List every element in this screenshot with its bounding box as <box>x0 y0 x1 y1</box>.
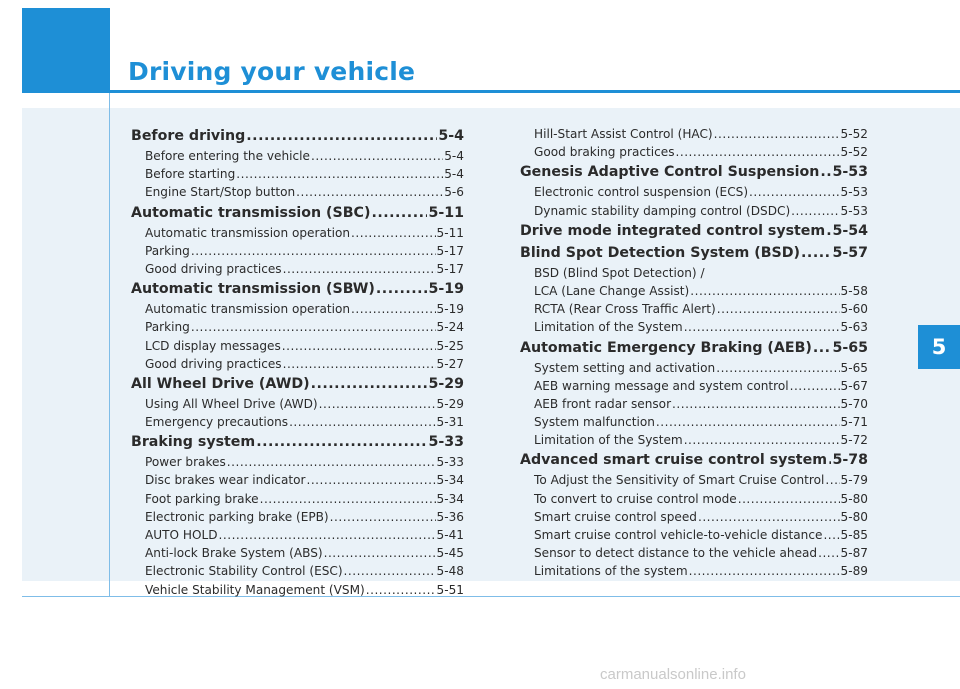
toc-entry-title: Electronic control suspension (ECS) <box>534 185 749 200</box>
toc-section-entry[interactable] <box>520 242 868 264</box>
toc-entry-title: Braking system <box>131 434 256 451</box>
toc-entry-title: Automatic transmission operation <box>145 302 351 317</box>
toc-entry-title: Electronic parking brake (EPB) <box>145 509 329 524</box>
toc-entry-title: Smart cruise control vehicle-to-vehicle distance <box>534 528 823 542</box>
toc-page-number: 5-25 <box>436 338 464 353</box>
toc-page-number: 5-63 <box>840 320 868 335</box>
toc-page-number: 5-27 <box>436 356 464 371</box>
dot-leader <box>371 202 427 224</box>
toc-subsection-entry[interactable] <box>520 377 868 395</box>
toc-entry-title: BSD (Blind Spot Detection) / <box>534 265 705 280</box>
toc-page-number: 5-34 <box>436 473 464 488</box>
toc-page-number: 5-6 <box>444 185 464 200</box>
toc-entry-title: Limitations of the system <box>534 564 688 579</box>
dot-leader <box>311 373 428 395</box>
toc-entry-title: Parking <box>145 320 190 335</box>
dot-leader <box>376 278 428 300</box>
toc-subsection-entry[interactable] <box>131 147 464 165</box>
toc-page-number: 5-89 <box>840 564 868 579</box>
dot-leader <box>311 147 443 165</box>
dot-leader <box>256 431 427 453</box>
toc-subsection-entry[interactable] <box>520 300 868 318</box>
toc-section-entry[interactable] <box>131 125 464 147</box>
toc-entry-title: Good driving practices <box>145 261 282 276</box>
dot-leader <box>236 165 443 183</box>
toc-subsection-entry[interactable] <box>520 183 868 201</box>
toc-entry-title: Automatic transmission operation <box>145 225 351 240</box>
toc-page-number: 5-19 <box>436 302 464 317</box>
toc-page-number: 5-17 <box>436 243 464 258</box>
dot-leader <box>283 355 436 373</box>
watermark: carmanualsonline.info <box>600 666 746 683</box>
toc-subsection-entry[interactable] <box>131 581 464 599</box>
toc-subsection-entry[interactable] <box>131 508 464 526</box>
toc-subsection-entry[interactable] <box>131 413 464 431</box>
dot-leader <box>690 282 839 300</box>
page-title: Driving your vehicle <box>128 57 416 86</box>
toc-subsection-entry[interactable] <box>520 359 868 377</box>
toc-page-number: 5-11 <box>436 225 464 240</box>
toc-column-left <box>131 125 464 599</box>
toc-subsection-entry[interactable] <box>520 125 868 143</box>
toc-entry-title: Dynamic stability damping control (DSDC) <box>534 203 791 218</box>
toc-page-number: 5-34 <box>436 491 464 506</box>
toc-page-number: 5-45 <box>436 546 464 561</box>
toc-page-number: 5-70 <box>840 396 868 411</box>
toc-page-number: 5-67 <box>840 378 868 393</box>
toc-page-number: 5-19 <box>428 281 464 298</box>
toc-subsection-entry[interactable] <box>131 337 464 355</box>
toc-page-number: 5-17 <box>436 261 464 276</box>
toc-page-number: 5-31 <box>436 415 464 430</box>
dot-leader <box>738 490 840 508</box>
toc-subsection-entry[interactable] <box>131 471 464 489</box>
toc-entry-title: AEB front radar sensor <box>534 396 672 411</box>
dot-leader <box>282 337 436 355</box>
toc-section-entry[interactable] <box>131 278 464 300</box>
toc-page-number: 5-60 <box>840 302 868 317</box>
toc-entry-title: LCD display messages <box>145 338 281 353</box>
dot-leader <box>749 183 840 201</box>
toc-section-entry[interactable] <box>520 337 868 359</box>
toc-subsection-entry[interactable] <box>131 318 464 336</box>
toc-subsection-entry[interactable] <box>520 471 868 489</box>
toc-page-number: 5-87 <box>840 546 868 561</box>
toc-entry-title: AUTO HOLD <box>145 528 218 542</box>
toc-page-number: 5-78 <box>832 452 868 469</box>
toc-entry-title: Before driving <box>131 128 246 144</box>
toc-page-number: 5-24 <box>436 320 464 335</box>
dot-leader <box>324 544 436 562</box>
toc-section-entry[interactable] <box>131 373 464 395</box>
toc-subsection-entry[interactable] <box>131 544 464 562</box>
toc-page-number: 5-41 <box>436 528 464 542</box>
dot-leader <box>825 471 839 489</box>
toc-entry-title: System setting and activation <box>534 360 716 375</box>
dot-leader <box>306 471 435 489</box>
toc-entry-title: Automatic transmission (SBC) <box>131 204 371 221</box>
dot-leader <box>818 544 839 562</box>
dot-leader <box>351 300 436 318</box>
dot-leader <box>826 220 831 242</box>
toc-section-entry[interactable] <box>520 449 868 471</box>
dot-leader <box>823 526 839 544</box>
toc-page-number: 5-4 <box>444 167 464 182</box>
toc-entry-title: Good driving practices <box>145 356 282 371</box>
toc-entry-title: Electronic Stability Control (ESC) <box>145 564 343 579</box>
dot-leader <box>676 143 840 161</box>
toc-section-entry[interactable] <box>131 431 464 453</box>
toc-subsection-entry[interactable] <box>131 355 464 373</box>
toc-subsection-entry[interactable] <box>131 562 464 580</box>
toc-subsection-entry[interactable] <box>520 431 868 449</box>
dot-leader <box>714 125 840 143</box>
dot-leader <box>219 526 436 544</box>
toc-page-number: 5-79 <box>840 473 868 488</box>
toc-entry-title: Genesis Adaptive Control Suspension <box>520 164 820 181</box>
toc-page-number: 5-33 <box>428 434 464 451</box>
toc-entry-title: To Adjust the Sensitivity of Smart Cruise Control <box>534 473 825 488</box>
toc-entry-title: Vehicle Stability Management (VSM) <box>145 582 365 597</box>
toc-entry-title: Disc brakes wear indicator <box>145 473 306 488</box>
dot-leader <box>351 224 436 242</box>
toc-section-entry[interactable] <box>520 161 868 183</box>
toc-subsection-entry[interactable] <box>131 395 464 413</box>
toc-page-number: 5-4 <box>444 149 464 163</box>
toc-subsection-entry[interactable] <box>131 453 464 471</box>
toc-subsection-entry[interactable] <box>131 183 464 201</box>
toc-entry-title: System malfunction <box>534 415 655 430</box>
dot-leader <box>296 183 443 201</box>
toc-subsection-entry[interactable] <box>131 242 464 260</box>
toc-entry-title: Limitation of the System <box>534 320 683 335</box>
chapter-tab[interactable]: 5 <box>918 325 960 369</box>
toc-page-number: 5-65 <box>840 360 868 375</box>
toc-page-number: 5-72 <box>840 433 868 448</box>
toc-subsection-entry[interactable] <box>520 395 868 413</box>
dot-leader <box>813 337 832 359</box>
dot-leader <box>656 413 840 431</box>
toc-subsection-entry[interactable] <box>520 490 868 508</box>
toc-page-number: 5-71 <box>840 415 868 430</box>
dot-leader <box>283 260 436 278</box>
toc-entry-title: Parking <box>145 243 190 258</box>
toc-entry-title: Before starting <box>145 167 236 182</box>
toc-subsection-entry[interactable] <box>131 165 464 183</box>
toc-subsection-entry[interactable] <box>520 413 868 431</box>
toc-subsection-entry[interactable] <box>131 490 464 508</box>
toc-page-number: 5-58 <box>840 283 868 298</box>
toc-subsection-entry[interactable] <box>520 508 868 526</box>
toc-entry-title: All Wheel Drive (AWD) <box>131 375 310 392</box>
toc-subsection-entry[interactable] <box>520 544 868 562</box>
dot-leader <box>791 202 839 220</box>
dot-leader <box>289 413 435 431</box>
dot-leader <box>801 242 831 264</box>
dot-leader <box>820 161 831 183</box>
dot-leader <box>330 508 436 526</box>
toc-subsection-entry[interactable] <box>520 282 868 300</box>
toc-page-number: 5-54 <box>832 222 868 239</box>
toc-entry-title: Automatic Emergency Braking (AEB) <box>520 339 812 356</box>
margin-divider <box>109 93 110 597</box>
toc-page-number: 5-11 <box>428 204 464 221</box>
toc-section-entry[interactable] <box>520 220 868 242</box>
toc-subsection-entry[interactable] <box>131 526 464 544</box>
toc-entry-title: LCA (Lane Change Assist) <box>534 283 690 298</box>
toc-entry-title: AEB warning message and system control <box>534 378 789 393</box>
toc-entry-title: Limitation of the System <box>534 433 683 448</box>
toc-page-number: 5-29 <box>428 375 464 392</box>
toc-subsection-entry[interactable] <box>131 260 464 278</box>
toc-page-number: 5-51 <box>436 582 464 597</box>
dot-leader <box>191 318 436 336</box>
toc-entry-title: Engine Start/Stop button <box>145 185 296 200</box>
toc-page-number: 5-52 <box>840 145 868 160</box>
toc-entry-title: Emergency precautions <box>145 415 289 430</box>
dot-leader <box>689 562 840 580</box>
dot-leader <box>366 581 436 599</box>
header-blue-block <box>22 8 110 92</box>
dot-leader <box>319 395 436 413</box>
toc-subsection-entry[interactable] <box>131 224 464 242</box>
toc-entry-title: Sensor to detect distance to the vehicle ahead <box>534 546 818 561</box>
toc-subsection-entry[interactable] <box>520 562 868 580</box>
toc-page-number: 5-53 <box>840 203 868 218</box>
toc-page-number: 5-80 <box>840 491 868 506</box>
toc-subsection-entry[interactable] <box>520 526 868 544</box>
toc-entry-title: Power brakes <box>145 455 226 470</box>
toc-subsection-entry[interactable] <box>520 202 868 220</box>
toc-page-number: 5-80 <box>840 509 868 524</box>
toc-entry-title: To convert to cruise control mode <box>534 491 737 506</box>
dot-leader <box>684 318 840 336</box>
toc-page-number: 5-53 <box>840 185 868 200</box>
toc-subsection-entry[interactable] <box>131 300 464 318</box>
dot-leader <box>717 300 840 318</box>
toc-entry-title: Blind Spot Detection System (BSD) <box>520 244 801 261</box>
toc-entry-title: RCTA (Rear Cross Traffic Alert) <box>534 302 716 317</box>
toc-entry-title: Hill-Start Assist Control (HAC) <box>534 127 713 141</box>
header-rule <box>22 90 960 93</box>
toc-page-number: 5-65 <box>832 339 868 356</box>
toc-page-number: 5-33 <box>436 455 464 470</box>
toc-entry-title: Good braking practices <box>534 145 675 160</box>
toc-entry-title: Anti-lock Brake System (ABS) <box>145 546 323 561</box>
toc-entry-title: Before entering the vehicle <box>145 149 310 163</box>
dot-leader <box>828 449 831 471</box>
toc-entry-title: Automatic transmission (SBW) <box>131 281 375 298</box>
toc-entry-title: Advanced smart cruise control system <box>520 452 827 469</box>
dot-leader <box>344 562 436 580</box>
dot-leader <box>227 453 436 471</box>
toc-page-number: 5-29 <box>436 396 464 411</box>
dot-leader <box>260 490 436 508</box>
toc-page-number: 5-4 <box>438 128 464 144</box>
toc-entry-title: Foot parking brake <box>145 491 259 506</box>
toc-subsection-entry[interactable] <box>520 143 868 161</box>
toc-subsection-entry[interactable] <box>520 264 868 282</box>
toc-page-number: 5-53 <box>832 164 868 181</box>
toc-entry-title: Using All Wheel Drive (AWD) <box>145 396 318 411</box>
dot-leader <box>698 508 840 526</box>
toc-entry-title: Smart cruise control speed <box>534 509 697 524</box>
dot-leader <box>246 125 437 147</box>
toc-page-number: 5-52 <box>840 127 868 141</box>
dot-leader <box>790 377 840 395</box>
dot-leader <box>191 242 436 260</box>
toc-page-number: 5-36 <box>436 509 464 524</box>
toc-column-right <box>520 125 868 581</box>
dot-leader <box>672 395 840 413</box>
toc-subsection-entry[interactable] <box>520 318 868 336</box>
toc-section-entry[interactable] <box>131 202 464 224</box>
toc-page-number: 5-57 <box>832 244 868 261</box>
toc-page-number: 5-48 <box>436 564 464 579</box>
toc-page-number: 5-85 <box>840 528 868 542</box>
toc-entry-title: Drive mode integrated control system <box>520 222 826 239</box>
dot-leader <box>716 359 839 377</box>
dot-leader <box>684 431 840 449</box>
